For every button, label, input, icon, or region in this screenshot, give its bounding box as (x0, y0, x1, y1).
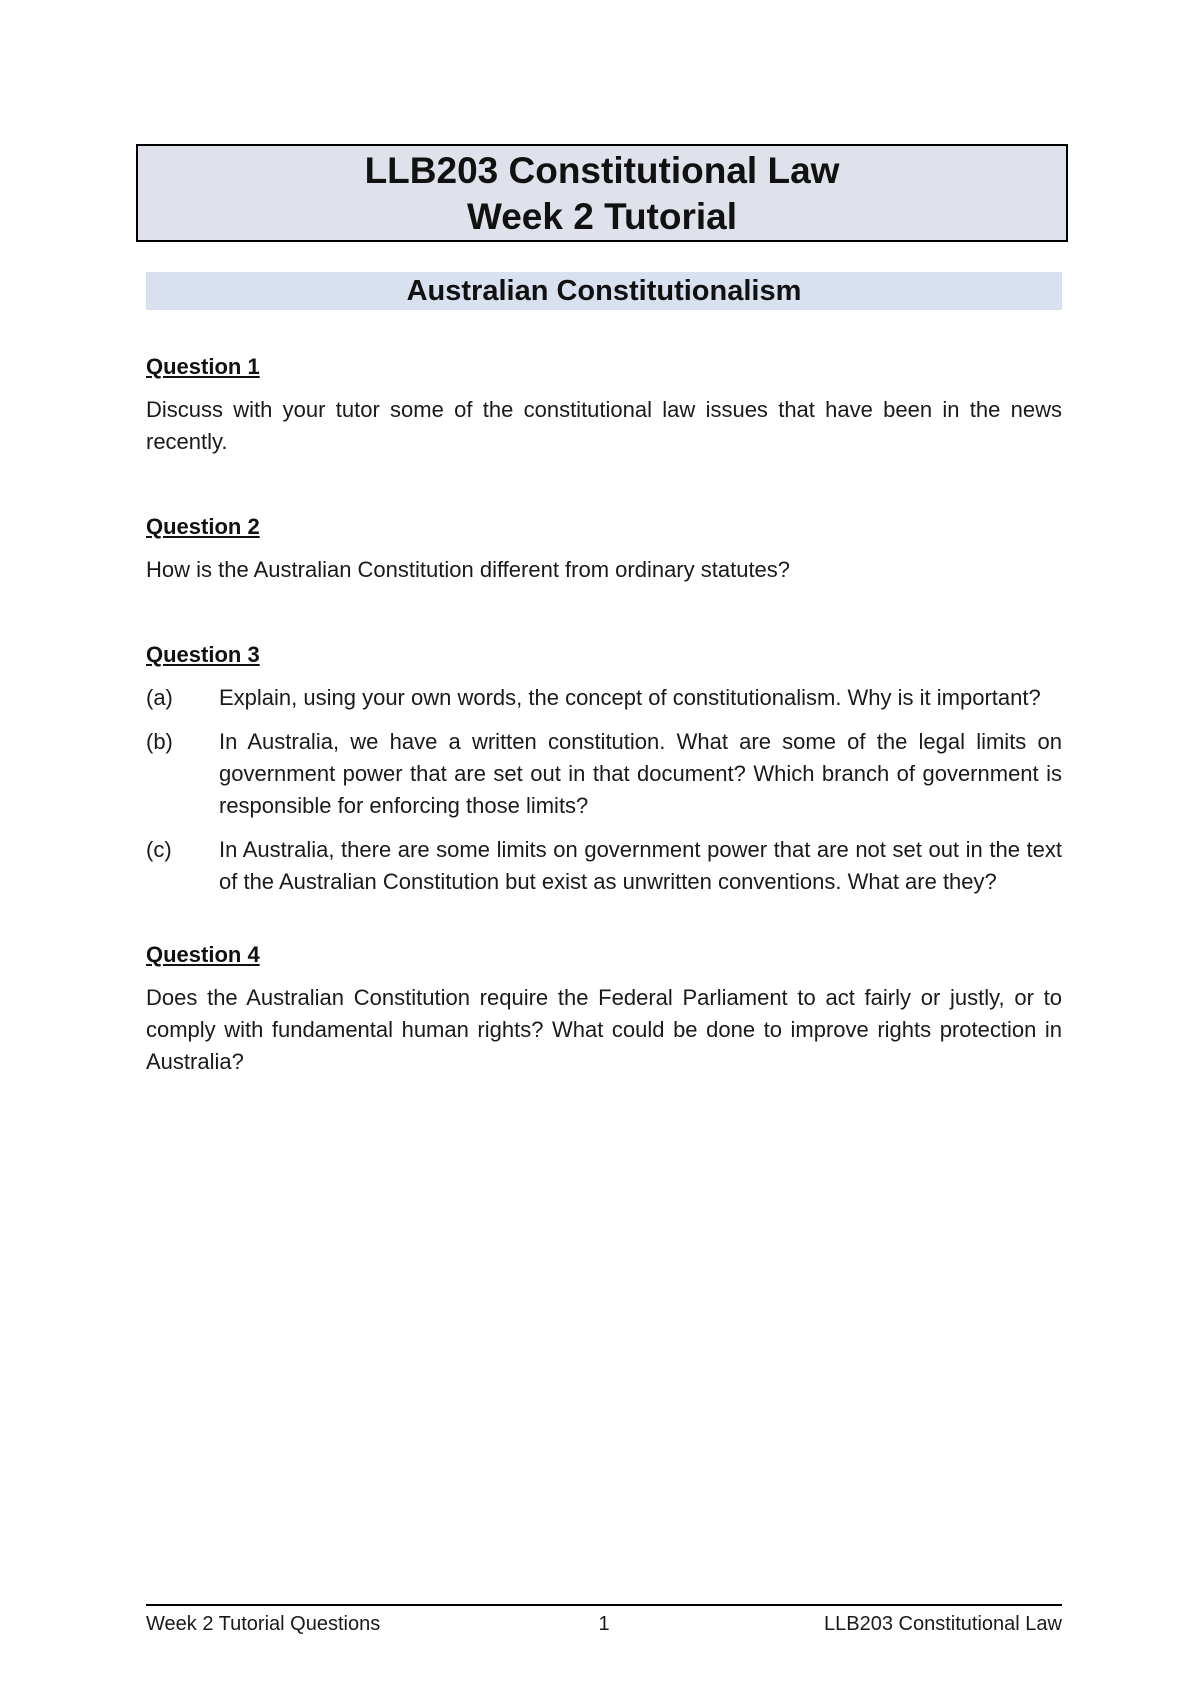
sub-question-label: (a) (146, 685, 173, 710)
sub-question-label: (b) (146, 729, 173, 754)
document-subtitle-week: Week 2 Tutorial (466, 196, 738, 237)
sub-question-text: In Australia, we have a written constitution. What are some of the legal limits on government power that are set out in that document? Which branch of government is responsible for enforcing those limits? (219, 729, 1062, 818)
questions-content (146, 352, 1062, 1132)
question-1 (146, 352, 1062, 458)
question-3 (146, 640, 1062, 898)
document-title: LLB203 Constitutional Law (364, 150, 840, 191)
question-body: How is the Australian Constitution different from ordinary statutes? (146, 557, 791, 582)
sub-question-text: In Australia, there are some limits on government power that are not set out in the text of the Australian Constitution but exist as unwritten conventions. What are they? (219, 837, 1062, 894)
sub-question-c (146, 834, 1062, 898)
sub-question-label: (c) (146, 837, 172, 862)
title-box (136, 144, 1068, 242)
footer-divider (146, 1604, 1062, 1606)
page-footer (146, 1610, 1062, 1638)
sub-question-b (146, 726, 1062, 822)
footer-right-text: LLB203 Constitutional Law (824, 1613, 1062, 1635)
sub-question-a (146, 682, 1062, 714)
page-number: 1 (598, 1613, 610, 1635)
question-2 (146, 512, 1062, 586)
question-heading: Question 1 (146, 354, 260, 379)
question-heading: Question 3 (146, 642, 260, 667)
sub-question-text: Explain, using your own words, the concept of constitutionalism. Why is it important? (219, 685, 1041, 710)
question-4 (146, 940, 1062, 1078)
question-body: Does the Australian Constitution require the Federal Parliament to act fairly or justly, or to comply with fundamental human rights? What could be done to improve rights protection in Australia? (146, 985, 1062, 1074)
question-heading: Question 2 (146, 514, 260, 539)
footer-left-text: Week 2 Tutorial Questions (146, 1613, 381, 1635)
question-heading: Question 4 (146, 942, 260, 967)
question-body: Discuss with your tutor some of the constitutional law issues that have been in the news recently. (146, 397, 1062, 454)
topic-heading: Australian Constitutionalism (146, 272, 1062, 310)
